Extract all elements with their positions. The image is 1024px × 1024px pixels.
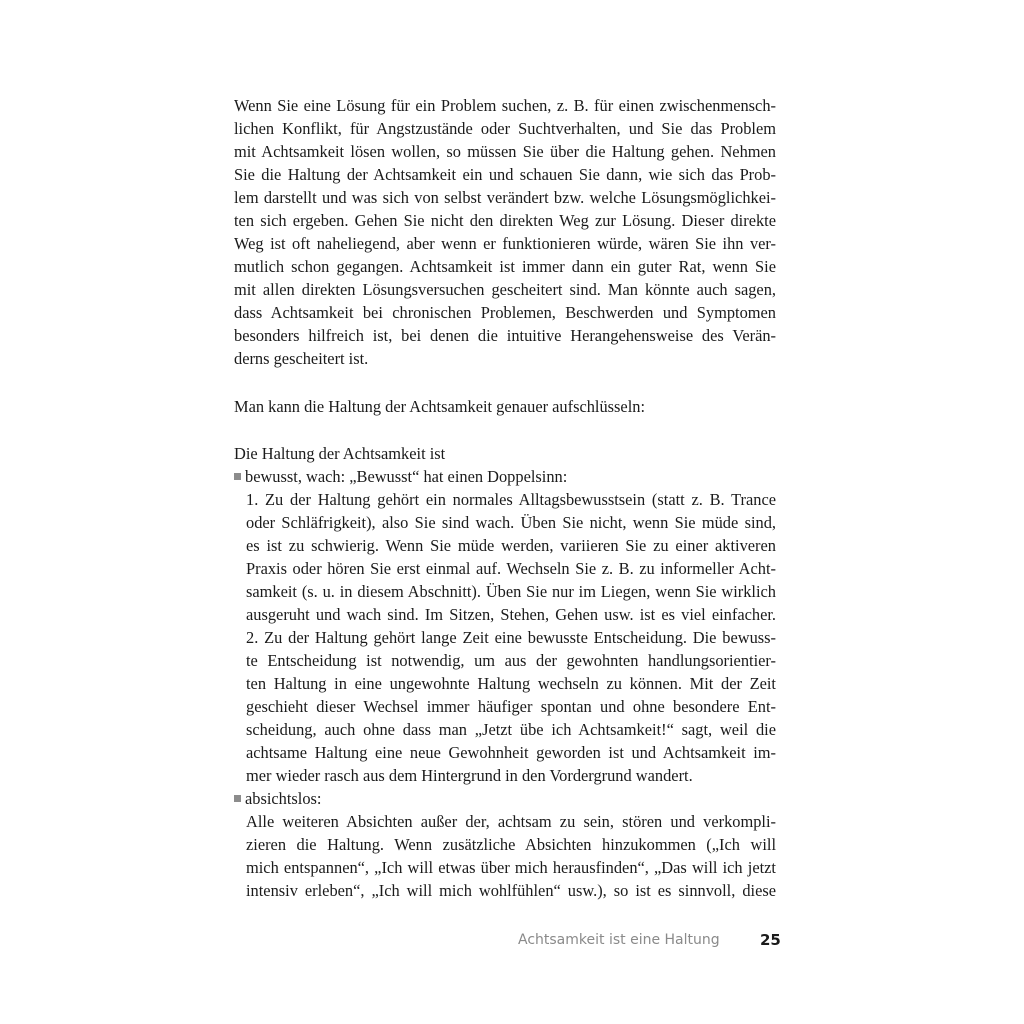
paragraph-line: Man kann die Haltung der Achtsamkeit genauer aufschlüsseln: [234,397,646,416]
bullet-line: Praxis oder hören Sie erst einmal auf. Wechseln Sie z. B. zu informeller Acht- [246,559,776,578]
bullet-item [234,787,322,810]
bullet-heading: bewusst, wach: „Bewusst“ hat einen Doppelsinn: [245,467,568,486]
bullet-line: Alle weiteren Absichten außer der, achtsam zu sein, stören und verkompli- [246,812,776,831]
bullet-line: mer wieder rasch aus dem Hintergrund in den Vordergrund wandert. [246,766,693,785]
bullet-item [234,465,567,488]
page-number: 25 [760,931,781,949]
bullet-line: te Entscheidung ist notwendig, um aus der gewohnten handlungsorientier- [246,651,776,670]
bullet-line: mich entspannen“, „Ich will etwas über mich herausfinden“, „Das will ich jetzt [246,858,776,877]
paragraph-line: Sie die Haltung der Achtsamkeit ein und schauen Sie dann, wie sich das Prob- [234,165,776,184]
paragraph-line: mutlich schon gegangen. Achtsamkeit ist immer dann ein guter Rat, wenn Sie [234,257,776,276]
paragraph-line: Weg ist oft naheliegend, aber wenn er funktionieren würde, wären Sie ihn ver- [234,234,776,253]
bullet-line: oder Schläfrigkeit), also Sie sind wach. Üben Sie nicht, wenn Sie müde sind, [246,513,776,532]
bullet-line: 1. Zu der Haltung gehört ein normales Alltagsbewusstsein (statt z. B. Trance [246,490,776,509]
paragraph-line: lem darstellt und was sich von selbst verändert bzw. welche Lösungsmöglichkei- [234,188,776,207]
bullet-line: samkeit (s. u. in diesem Abschnitt). Üben Sie nur im Liegen, wenn Sie wirklich [246,582,776,601]
list-intro: Die Haltung der Achtsamkeit ist [234,444,446,463]
bullet-line: geschieht dieser Wechsel immer häufiger spontan und ohne besondere Ent- [246,697,776,716]
bullet-heading: absichtslos: [245,789,322,808]
paragraph-line: dass Achtsamkeit bei chronischen Problemen, Beschwerden und Symptomen [234,303,776,322]
paragraph-line: mit Achtsamkeit lösen wollen, so müssen Sie über die Haltung gehen. Nehmen [234,142,776,161]
bullet-line: scheidung, auch ohne dass man „Jetzt übe ich Achtsamkeit!“ sagt, weil die [246,720,776,739]
paragraph-line: derns gescheitert ist. [234,349,369,368]
running-title: Achtsamkeit ist eine Haltung [518,932,720,948]
square-bullet-icon [234,795,241,802]
bullet-line: es ist zu schwierig. Wenn Sie müde werden, variieren Sie zu einer aktiveren [246,536,776,555]
bullet-line: 2. Zu der Haltung gehört lange Zeit eine bewusste Entscheidung. Die bewuss- [246,628,776,647]
bullet-line: achtsame Haltung eine neue Gewohnheit geworden ist und Achtsamkeit im- [246,743,776,762]
bullet-line: zieren die Haltung. Wenn zusätzliche Absichten hinzukommen („Ich will [246,835,776,854]
paragraph-line: mit allen direkten Lösungsversuchen gescheitert sind. Man könnte auch sagen, [234,280,776,299]
paragraph-line: lichen Konflikt, für Angstzustände oder Suchtverhalten, und Sie das Problem [234,119,776,138]
paragraph-line: besonders hilfreich ist, bei denen die intuitive Herangehensweise des Verän- [234,326,776,345]
paragraph-line: Wenn Sie eine Lösung für ein Problem suchen, z. B. für einen zwischenmensch- [234,96,776,115]
bullet-line: ausgeruht und wach sind. Im Sitzen, Stehen, Gehen usw. ist es viel einfacher. [246,605,776,624]
paragraph-line: ten sich ergeben. Gehen Sie nicht den direkten Weg zur Lösung. Dieser direkte [234,211,776,230]
square-bullet-icon [234,473,241,480]
bullet-line: ten Haltung in eine ungewohnte Haltung wechseln zu können. Mit der Zeit [246,674,776,693]
bullet-line: intensiv erleben“, „Ich will mich wohlfühlen“ usw.), so ist es sinnvoll, diese [246,881,776,900]
